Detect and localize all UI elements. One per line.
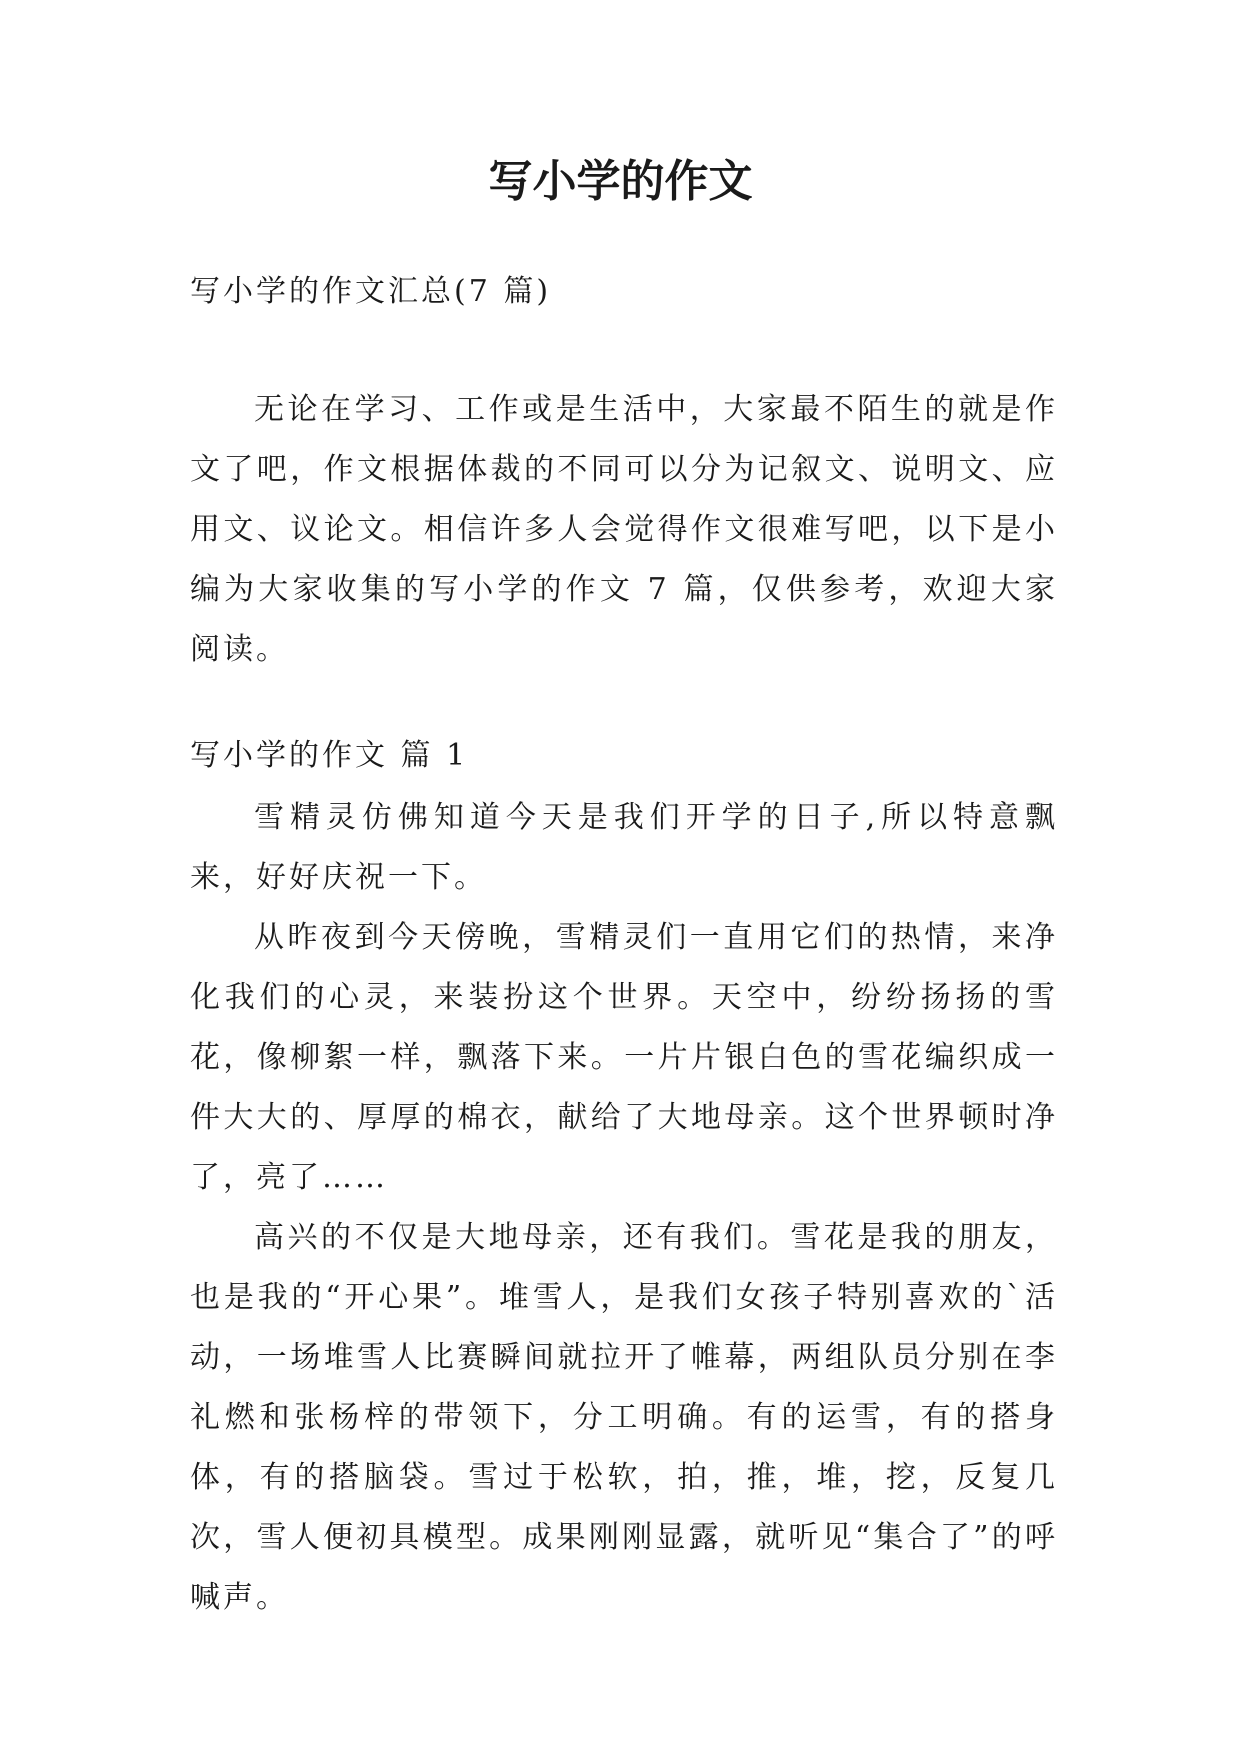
spacer — [190, 322, 1058, 380]
document-subtitle: 写小学的作文汇总(7 篇) — [190, 274, 552, 309]
intro-paragraph: 无论在学习、工作或是生活中，大家最不陌生的就是作文了吧，作文根据体裁的不同可以分为记叙文、说明文、应用文、议论文。相信许多人会觉得作文很难写吧，以下是小编为大家收集的写小学的作文 7 篇，仅供参考，欢迎大家阅读。 — [190, 392, 1058, 667]
spacer — [190, 680, 1058, 726]
document-body — [190, 262, 1058, 1628]
section-heading-1: 写小学的作文 篇 1 — [190, 738, 469, 773]
section-1-paragraph: 雪精灵仿佛知道今天是我们开学的日子,所以特意飘来，好好庆祝一下。 — [190, 800, 1058, 895]
section-1-paragraph: 从昨夜到今天傍晚，雪精灵们一直用它们的热情，来净化我们的心灵，来装扮这个世界。天空中，纷纷扬扬的雪花，像柳絮一样，飘落下来。一片片银白色的雪花编织成一件大大的、厚厚的棉衣，献给了大地母亲。这个世界顿时净了，亮了…… — [190, 920, 1058, 1195]
document-title: 写小学的作文 — [488, 156, 753, 207]
section-1-paragraph: 高兴的不仅是大地母亲，还有我们。雪花是我的朋友，也是我的“开心果”。堆雪人，是我们女孩子特别喜欢的`活动，一场堆雪人比赛瞬间就拉开了帷幕，两组队员分别在李礼燃和张杨梓的带领下，分工明确。有的运雪，有的搭身体，有的搭脑袋。雪过于松软，拍，推，堆，挖，反复几次，雪人便初具模型。成果刚刚显露，就听见“集合了”的呼喊声。 — [190, 1220, 1058, 1615]
